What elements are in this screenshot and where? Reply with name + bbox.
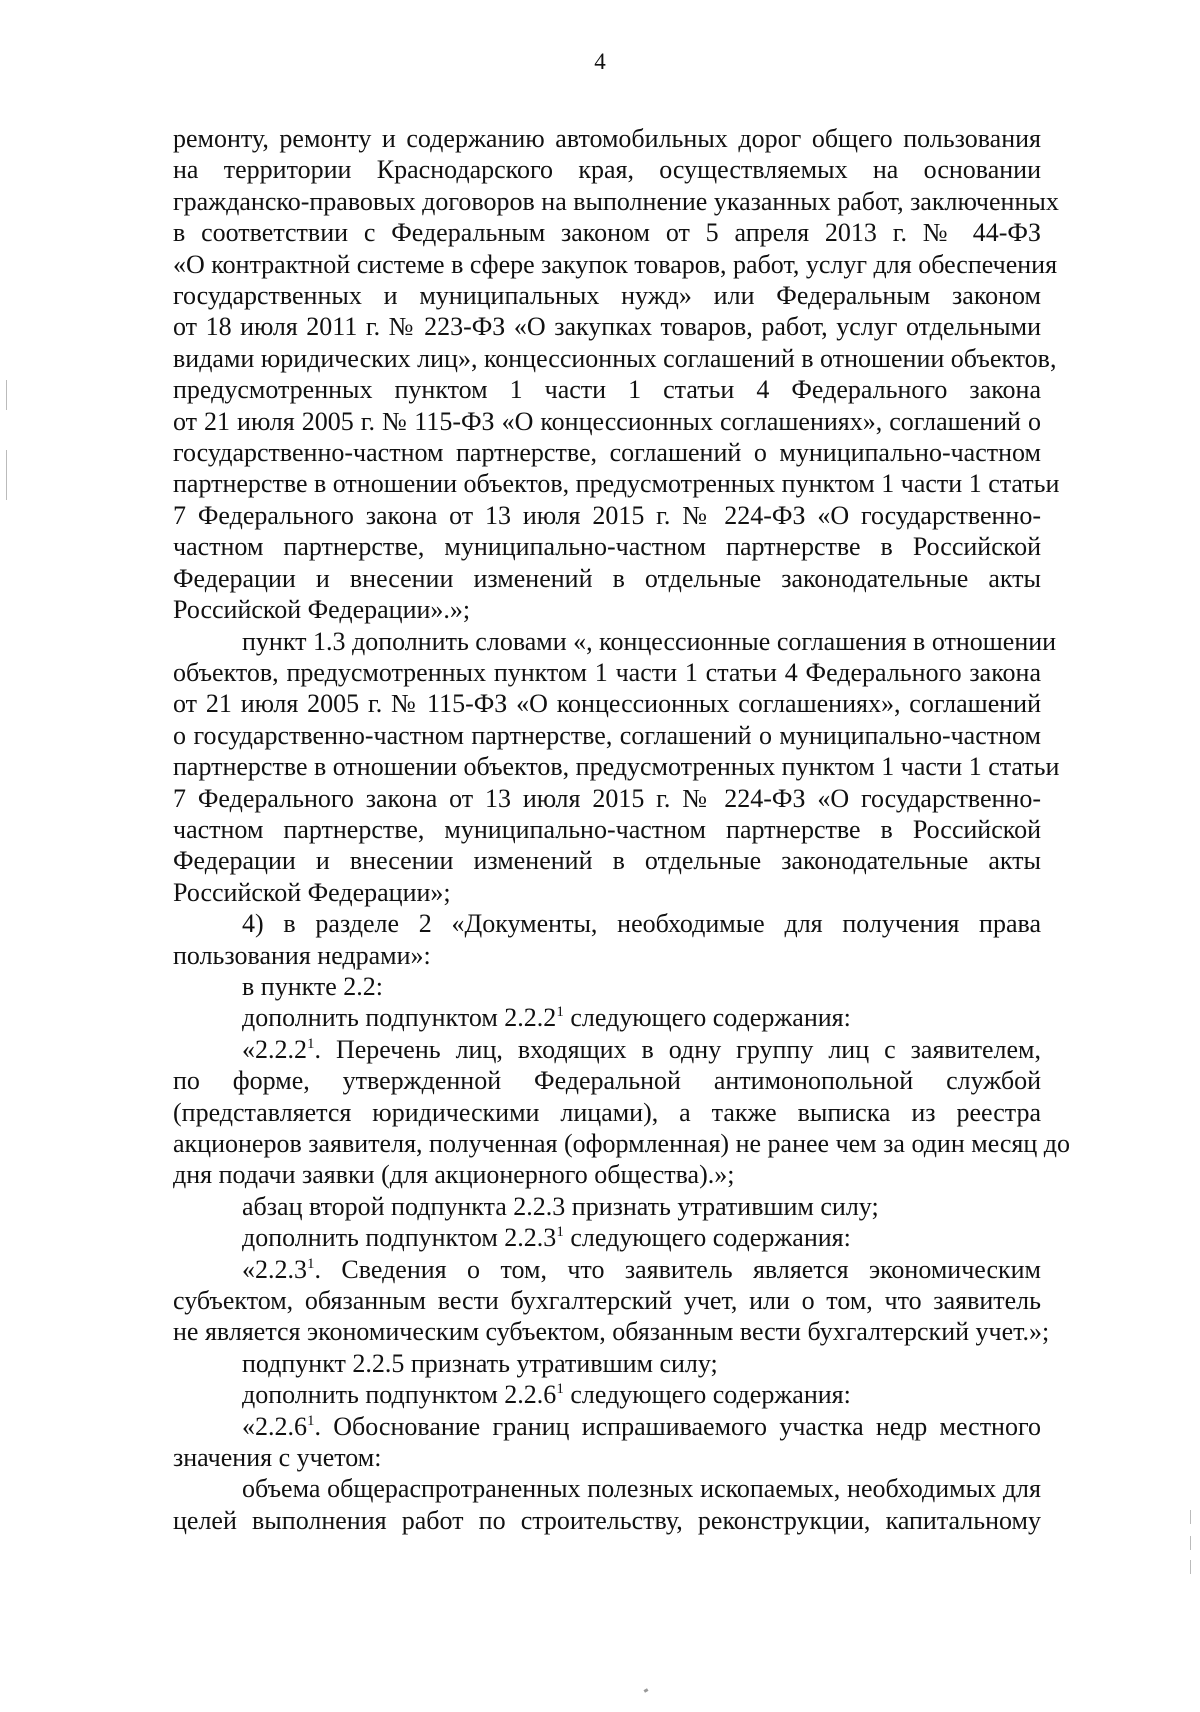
text-line: «2.2.2$^1$. Перечень лиц, входящих в одну группу лиц с заявителем, (242, 1034, 1041, 1064)
text-line: «О контрактной системе в сфере закупок товаров, работ, услуг для обеспечения (173, 249, 1058, 279)
text-line: по форме, утвержденной Федеральной антимонопольной службой (173, 1066, 1041, 1096)
paragraph (173, 626, 1060, 909)
text-line: частном партнерстве, муниципально-частном партнерстве в Российской (173, 814, 1041, 844)
text-line: абзац второй подпункта 2.2.3 признать утратившим силу; (242, 1191, 879, 1221)
text-line: дня подачи заявки (для акционерного общества).»; (173, 1160, 735, 1190)
text-line: Федерации и внесении изменений в отдельные законодательные акты (173, 846, 1041, 876)
text-line: от 21 июля 2005 г. № 115-ФЗ «О концессионных соглашениях», соглашений о (173, 406, 1041, 436)
text-line: подпункт 2.2.5 признать утратившим силу; (242, 1348, 718, 1378)
text-line: субъектом, обязанным вести бухгалтерский учет, или о том, что заявитель (173, 1286, 1041, 1316)
paragraph (173, 1191, 1041, 1222)
text-line: в соответствии с Федеральным законом от 5 апреля 2013 г. № 44-ФЗ (173, 218, 1041, 248)
text-line: Российской Федерации».»; (173, 595, 471, 625)
paragraph (173, 1379, 1041, 1410)
paragraph (173, 123, 1060, 626)
scan-artifact (1190, 1560, 1191, 1574)
paragraph (173, 971, 1041, 1002)
text-line: 4) в разделе 2 «Документы, необходимые для получения права (242, 909, 1041, 939)
text-line: ремонту, ремонту и содержанию автомобильных дорог общего пользования (173, 124, 1041, 153)
text-line: частном партнерстве, муниципально-частном партнерстве в Российской (173, 532, 1041, 562)
text-line: партнерстве в отношении объектов, предусмотренных пунктом 1 части 1 статьи (173, 752, 1060, 782)
text-line: государственных и муниципальных нужд» или Федеральным законом (173, 281, 1041, 311)
text-line: от 21 июля 2005 г. № 115-ФЗ «О концессионных соглашениях», соглашений (173, 689, 1041, 719)
text-line: целей выполнения работ по строительству, реконструкции, капитальному (173, 1505, 1041, 1535)
text-line: пункт 1.3 дополнить словами «, концессионные соглашения в отношении (242, 626, 1057, 656)
text-line: дополнить подпунктом 2.2.2$^1$ следующего содержания: (242, 1003, 851, 1033)
text-line: партнерстве в отношении объектов, предусмотренных пунктом 1 части 1 статьи (173, 469, 1060, 499)
text-line: дополнить подпунктом 2.2.6$^1$ следующего содержания: (242, 1380, 851, 1410)
paragraph (173, 1222, 1041, 1253)
paragraph (173, 1254, 1050, 1348)
text-line: государственно-частном партнерстве, соглашений о муниципально-частном (173, 438, 1041, 468)
page-number: 4 (594, 49, 606, 74)
scan-artifact (1190, 1510, 1191, 1524)
scan-artifact (6, 380, 7, 410)
text-line: о государственно-частном партнерстве, соглашений о муниципально-частном (173, 720, 1041, 750)
text-line: 7 Федерального закона от 13 июля 2015 г. № 224-ФЗ «О государственно- (173, 500, 1041, 530)
text-line: объема общераспротраненных полезных ископаемых, необходимых для (242, 1474, 1041, 1504)
text-line: акционеров заявителя, полученная (оформленная) не ранее чем за один месяц до (173, 1129, 1071, 1158)
text-line: не является экономическим субъектом, обязанным вести бухгалтерский учет.»; (173, 1317, 1050, 1347)
text-line: (представляется юридическими лицами), а также выписка из реестра (173, 1097, 1041, 1127)
text-line: видами юридических лиц», концессионных соглашений в отношении объектов, (173, 343, 1057, 373)
paragraph (173, 1473, 1041, 1536)
text-line: пользования недрами»: (173, 940, 431, 970)
text-line: от 18 июля 2011 г. № 223-ФЗ «О закупках товаров, работ, услуг отдельными (173, 312, 1041, 342)
paragraph (173, 908, 1041, 971)
text-line: Федерации и внесении изменений в отдельные законодательные акты (173, 563, 1041, 593)
text-line: «2.2.6$^1$. Обоснование границ испрашиваемого участка недр местного (242, 1411, 1041, 1441)
text-line: дополнить подпунктом 2.2.3$^1$ следующего содержания: (242, 1223, 851, 1253)
text-line: предусмотренных пунктом 1 части 1 статьи 4 Федерального закона (173, 375, 1041, 405)
text-line: значения с учетом: (173, 1443, 382, 1473)
paragraph (173, 1411, 1041, 1474)
scan-artifact (644, 1688, 649, 1693)
document-body (173, 123, 1071, 1536)
text-line: 7 Федерального закона от 13 июля 2015 г. № 224-ФЗ «О государственно- (173, 783, 1041, 813)
text-line: Российской Федерации»; (173, 877, 451, 907)
text-line: на территории Краснодарского края, осуществляемых на основании (173, 155, 1041, 185)
paragraph (173, 1002, 1041, 1033)
scan-artifact (6, 450, 7, 500)
text-line: гражданско-правовых договоров на выполнение указанных работ, заключенных (173, 186, 1059, 216)
text-line: «2.2.3$^1$. Сведения о том, что заявитель является экономическим (242, 1254, 1041, 1284)
paragraph (173, 1348, 1041, 1379)
scan-artifact (1190, 1536, 1191, 1550)
text-line: объектов, предусмотренных пунктом 1 части 1 статьи 4 Федерального закона (173, 657, 1041, 687)
paragraph (173, 1034, 1071, 1191)
text-line: в пункте 2.2: (242, 971, 384, 1001)
